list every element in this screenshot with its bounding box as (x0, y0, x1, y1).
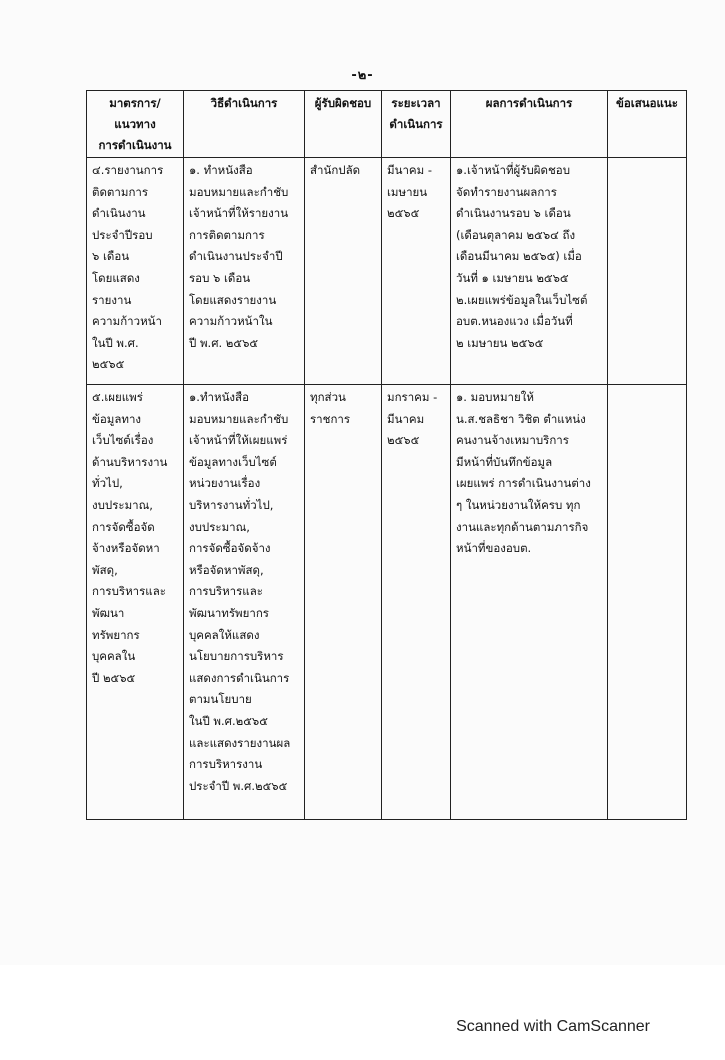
cell-text-line: หน้าที่ของอบต. (456, 541, 532, 556)
cell-text-line: โดยแสดงรายงาน (189, 292, 277, 307)
cell-text-line: บริหารงานทั่วไป, (189, 497, 274, 512)
cell-period (382, 385, 451, 820)
cell-text-line: แนวทาง (114, 117, 156, 131)
header-method (184, 91, 305, 158)
cell-text-line: อบต.หนองแวง เมื่อวันที่ (456, 314, 573, 329)
cell-text-line: (เดือนตุลาคม ๒๕๖๔ ถึง (456, 227, 576, 242)
cell-text-line: จ้างหรือจัดหา (92, 541, 160, 556)
cell-text-line: สำนักปลัด (310, 163, 361, 177)
cell-text-line: โดยแสดง (92, 270, 140, 285)
header-measure (87, 91, 184, 158)
cell-text-line: การติดตามการ (189, 227, 265, 242)
cell-text-line: ทุกส่วน (310, 390, 346, 404)
cell-text-line: ทรัพยากร (92, 627, 140, 642)
cell-text-line: ผลการดำเนินการ (485, 96, 573, 110)
cell-text-line: เมษายน (387, 184, 428, 199)
cell-text-line: นโยบายการบริหาร (189, 649, 284, 664)
cell-text-line: ๒.เผยแพร่ข้อมูลในเว็บไซต์ (456, 292, 588, 307)
cell-text-line: เจ้าหน้าที่ให้เผยแพร่ (189, 433, 288, 448)
table-row (87, 385, 687, 820)
cell-text-line: การบริหารงาน (189, 757, 263, 772)
cell-text-line: จัดทำรายงานผลการ (456, 184, 557, 199)
cell-text-line: ๕.เผยแพร่ (92, 390, 143, 404)
cell-text-line: ๑.เจ้าหน้าที่ผู้รับผิดชอบ (456, 163, 570, 177)
scan-footer (0, 965, 725, 1060)
cell-text-line: คนงานจ้างเหมาบริการ (456, 433, 569, 448)
cell-text-line: ประจำปีรอบ (92, 227, 153, 242)
action-plan-table (86, 90, 687, 820)
cell-text-line: การบริหารและ (189, 584, 263, 599)
table-header-row (87, 91, 687, 158)
cell-text-line: มีนาคม - (387, 163, 432, 177)
cell-text-line: วิธีดำเนินการ (210, 96, 278, 110)
cell-text-line: ในปี พ.ศ.๒๕๖๕ (189, 713, 268, 728)
cell-text-line: ราชการ (310, 411, 351, 426)
cell-text-line: แสดงการดำเนินการ (189, 670, 290, 685)
cell-text-line: เดือนมีนาคม ๒๕๖๕) เมื่อ (456, 249, 582, 264)
cell-text-line: พัสดุ, (92, 562, 118, 577)
cell-responsible (305, 158, 382, 385)
camscanner-watermark: Scanned with CamScanner (456, 1018, 650, 1035)
header-result (451, 91, 608, 158)
cell-responsible (305, 385, 382, 820)
cell-text-line: ดำเนินงาน (92, 206, 146, 221)
header-responsible (305, 91, 382, 158)
cell-text-line: ปี พ.ศ. ๒๕๖๕ (189, 335, 259, 350)
cell-text-line: ๖ เดือน (92, 249, 130, 264)
cell-text-line: ๒๕๖๕ (387, 433, 420, 448)
cell-measure (87, 158, 184, 385)
cell-text-line: ความก้าวหน้าใน (189, 314, 273, 329)
cell-text-line: มาตรการ/ (109, 96, 161, 110)
page-number: -๒- (351, 68, 374, 83)
cell-text-line: มีหน้าที่บันทึกข้อมูล (456, 454, 553, 469)
cell-text-line: บุคคลให้แสดง (189, 627, 260, 642)
cell-text-line: ในปี พ.ศ. (92, 335, 139, 350)
cell-text-line: ๑.ทำหนังสือ (189, 390, 249, 404)
cell-text-line: งบประมาณ, (92, 497, 153, 512)
cell-text-line: ดำเนินงานรอบ ๖ เดือน (456, 206, 571, 221)
cell-suggestion (608, 385, 687, 820)
cell-method (184, 158, 305, 385)
cell-text-line: ดำเนินงานประจำปี (189, 249, 283, 264)
cell-text-line: หน่วยงานเรื่อง (189, 476, 261, 491)
cell-text-line: รายงาน (92, 292, 132, 307)
cell-text-line: รอบ ๖ เดือน (189, 270, 251, 285)
cell-text-line: บุคคลใน (92, 649, 136, 664)
cell-text-line: น.ส.ชลธิชา วิชิต ตำแหน่ง (456, 411, 586, 426)
cell-text-line: ทั่วไป, (92, 476, 123, 491)
cell-period (382, 158, 451, 385)
cell-text-line: ๔.รายงานการ (92, 163, 164, 177)
cell-text-line: การจัดซื้อจัด (92, 519, 155, 534)
cell-text-line: งบประมาณ, (189, 519, 250, 534)
cell-text-line: งานและทุกด้านตามภารกิจ (456, 519, 589, 534)
cell-text-line: ๑. ทำหนังสือ (189, 163, 253, 177)
cell-text-line: มอบหมายและกำชับ (189, 184, 289, 199)
cell-text-line: การดำเนินงาน (98, 138, 172, 152)
cell-text-line: ๆ ในหน่วยงานให้ครบ ทุก (456, 497, 581, 512)
cell-text-line: และแสดงรายงานผล (189, 735, 291, 750)
cell-text-line: ผู้รับผิดชอบ (314, 96, 372, 110)
cell-text-line: ๒๕๖๕ (387, 206, 420, 221)
cell-text-line: ข้อมูลทางเว็บไซต์ (189, 454, 277, 469)
cell-text-line: ๒ เมษายน ๒๕๖๕ (456, 335, 544, 350)
cell-text-line: เว็บไซต์เรื่อง (92, 433, 154, 448)
cell-text-line: มกราคม - (387, 390, 438, 404)
cell-suggestion (608, 158, 687, 385)
cell-text-line: พัฒนา (92, 605, 125, 620)
cell-text-line: วันที่ ๑ เมษายน ๒๕๖๕ (456, 270, 569, 285)
cell-text-line: เผยแพร่ การดำเนินงานต่าง (456, 476, 591, 491)
cell-text-line: ข้อเสนอแนะ (616, 96, 678, 110)
cell-text-line: ติดตามการ (92, 184, 149, 199)
cell-text-line: หรือจัดหาพัสดุ, (189, 562, 264, 577)
cell-method (184, 385, 305, 820)
cell-text-line: พัฒนาทรัพยากร (189, 605, 269, 620)
cell-text-line: เจ้าหน้าที่ให้รายงาน (189, 206, 289, 221)
cell-text-line: การจัดซื้อจัดจ้าง (189, 541, 271, 556)
header-suggestion (608, 91, 687, 158)
cell-text-line: ๑. มอบหมายให้ (456, 390, 534, 404)
cell-text-line: ดำเนินการ (389, 117, 443, 131)
cell-result (451, 158, 608, 385)
cell-text-line: ข้อมูลทาง (92, 411, 142, 426)
cell-text-line: ตามนโยบาย (189, 692, 252, 707)
cell-text-line: ปี ๒๕๖๕ (92, 670, 136, 685)
cell-measure (87, 385, 184, 820)
cell-text-line: มีนาคม (387, 411, 425, 426)
cell-text-line: การบริหารและ (92, 584, 166, 599)
cell-text-line: ระยะเวลา (391, 96, 441, 110)
cell-text-line: ๒๕๖๕ (92, 357, 125, 372)
cell-text-line: ประจำปี พ.ศ.๒๕๖๕ (189, 778, 288, 793)
cell-text-line: มอบหมายและกำชับ (189, 411, 289, 426)
cell-result (451, 385, 608, 820)
cell-text-line: ด้านบริหารงาน (92, 454, 168, 469)
header-period (382, 91, 451, 158)
cell-text-line: ความก้าวหน้า (92, 314, 162, 329)
table-row (87, 158, 687, 385)
